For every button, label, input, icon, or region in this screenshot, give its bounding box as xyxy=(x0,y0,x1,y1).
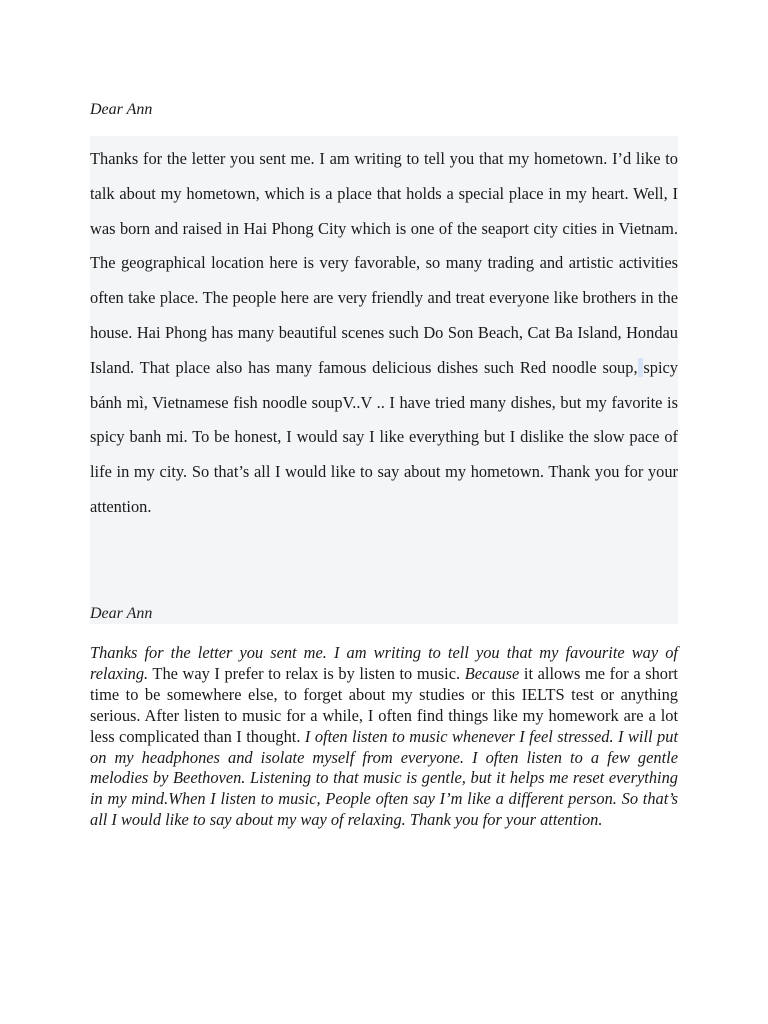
letter2-body[interactable] xyxy=(90,643,678,831)
letter1-body-part1: Thanks for the letter you sent me. I am writing to tell you that my hometown. I’d like to talk about my hometown, which is a place that holds a special place in my heart. Well, I was born and raised in Hai Phong City which is one of the seaport city cities in Vietnam. The geographical location here is very favorable, so many trading and artistic activities often take place. The people here are very friendly and treat everyone like brothers in the house. Hai Phong has many beautiful scenes such Do Son Beach, Cat Ba Island, Hondau Island. That place also has many famous delicious dishes such Red noodle soup, xyxy=(90,149,678,377)
letter2-sentence-3: Because xyxy=(464,663,520,683)
letter2-greeting: Dear Ann xyxy=(90,605,153,622)
letter2-sentence-5: I often listen to music whenever I feel stressed. I will put on my headphones and isolate myself from everyone. I often listen to a few gentle melodies by Beethoven. Listening to that music is gentle, but it helps me reset everything in my mind.When I listen to music, People often say I’m like a different person. So that’s all I would like to say about my way of relaxing. Thank you for your attention. xyxy=(90,726,678,830)
letter2-sentence-4: it allows me for a short time to be somewhere else, to forget about my studies or this IELTS test or anything serious. After listen to music for a while, I often find things like my homework are a lot less complicated than I thought. xyxy=(90,663,678,746)
letter2-sentence-1: Thanks for the letter you sent me. I am writing to tell you that my favourite way of relaxing. xyxy=(90,643,678,683)
letter1-body[interactable] xyxy=(90,142,678,525)
letter1-body-part2: spicy bánh mì, Vietnamese fish noodle soupV..V .. I have tried many dishes, but my favorite is spicy banh mi. To be honest, I would say I like everything but I dislike the slow pace of life in my city. So that’s all I would like to say about my hometown. Thank you for your attention. xyxy=(90,357,678,516)
letter2-sentence-2: The way I prefer to relax is by listen to music. xyxy=(148,663,465,683)
letter1-greeting: Dear Ann xyxy=(90,101,153,118)
